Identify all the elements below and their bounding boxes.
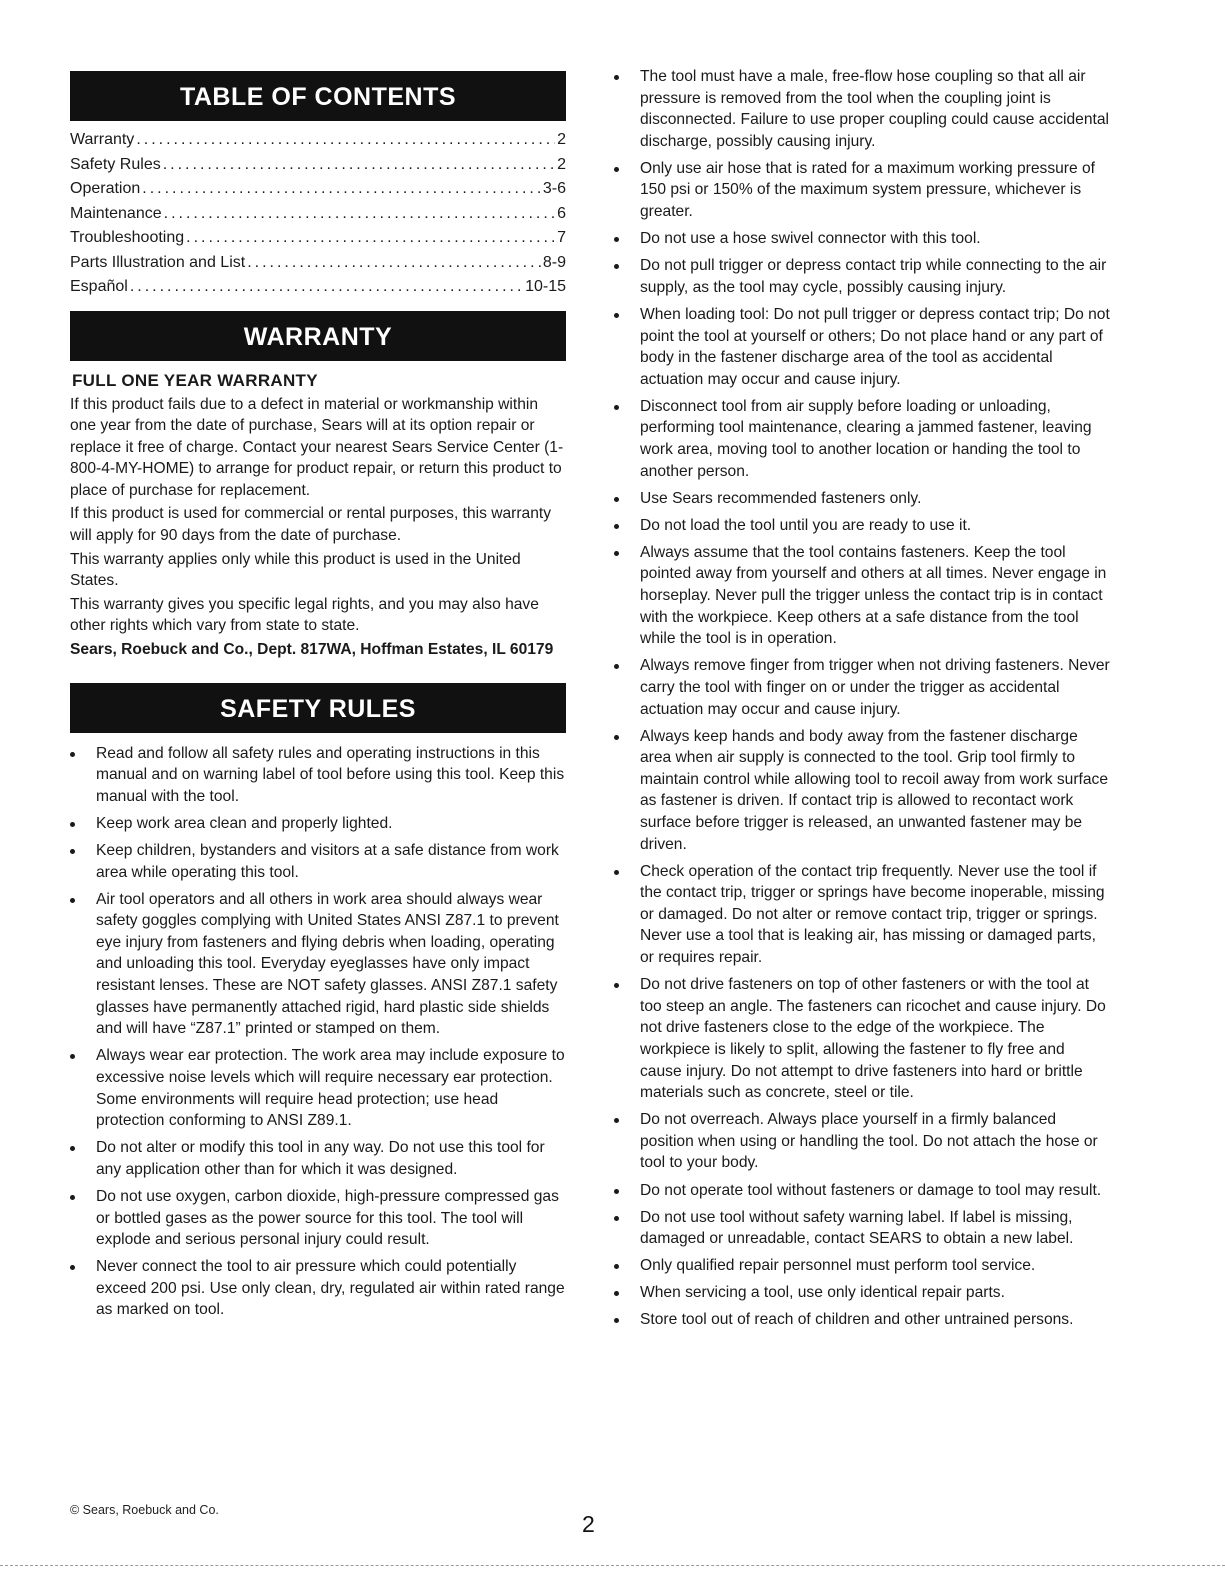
toc-leader (247, 251, 541, 276)
toc-label: Español (70, 278, 128, 295)
bullet-icon (70, 898, 75, 903)
toc-label: Troubleshooting (70, 229, 185, 246)
safety-rule-item (70, 889, 566, 1040)
toc-page: 10-15 (525, 278, 566, 295)
bullet-icon (614, 983, 619, 988)
right-column (614, 66, 1110, 1337)
toc-leader (186, 226, 555, 251)
bullet-icon (614, 1189, 619, 1194)
toc-page: 2 (557, 155, 566, 173)
safety-rule-text: Do not pull trigger or depress contact trip while connecting to the air supply, as the tool may cycle, possibly causing injury. (640, 257, 1107, 296)
safety-rule-text: Keep work area clean and properly lighted. (96, 814, 393, 832)
safety-rule-text: Do not drive fasteners on top of other fasteners or with the tool at too steep an angle. The fasteners can ricochet and cause injury. Do not drive fasteners close to the edge of the workpiece. The workpiece is likely to split, allowing the fastener to fly free and cause injury. Do not attempt to drive fasteners into hard or brittle materials such as concrete, steel or tile. (640, 976, 1106, 1102)
safety-bullets-left (70, 743, 566, 1321)
safety-rule-text: Do not operate tool without fasteners or damage to tool may result. (640, 1181, 1102, 1199)
bullet-icon (614, 1318, 619, 1323)
toc-row (70, 153, 566, 178)
page-number: 2 (582, 1511, 595, 1537)
safety-bullets-right (614, 66, 1110, 1331)
safety-rule-text: Always keep hands and body away from the fastener discharge area when air supply is connected to the tool. Grip tool firmly to maintain control while allowing tool to recoil away from work surface as fastener is driven. If contact trip is allowed to recontact work surface before trigger is released, an unwanted fastener may be driven. (640, 727, 1109, 853)
toc-leader (136, 128, 555, 153)
toc-leader (142, 177, 541, 202)
safety-rule-text: When loading tool: Do not pull trigger or depress contact trip; Do not point the tool at yourself or others; Do not place hand or any part of body in the fastener discharge area of the tool as accidental actuation may occur and cause injury. (640, 305, 1110, 388)
warranty-paragraph: If this product is used for commercial or rental purposes, this warranty will apply for 90 days from the date of purchase. (70, 505, 552, 545)
safety-rule-item (614, 1180, 1110, 1202)
toc-label: Operation (70, 180, 141, 197)
safety-rule-item (614, 1309, 1110, 1331)
warranty-address: Sears, Roebuck and Co., Dept. 817WA, Hoffman Estates, IL 60179 (70, 641, 554, 659)
bullet-icon (614, 664, 619, 669)
left-column (70, 0, 566, 1326)
safety-rule-item (70, 1186, 566, 1251)
bullet-icon (614, 313, 619, 318)
safety-rule-item (614, 974, 1110, 1104)
safety-rule-item (70, 840, 566, 883)
safety-rule-item (614, 488, 1110, 510)
bullet-icon (70, 1054, 75, 1059)
safety-rule-text: Keep children, bystanders and visitors at a safe distance from work area while operating this tool. (96, 842, 559, 881)
safety-rule-text: Store tool out of reach of children and other untrained persons. (640, 1311, 1074, 1329)
bullet-icon (614, 735, 619, 740)
safety-rule-item (70, 743, 566, 808)
bottom-divider (0, 1565, 1225, 1566)
bullet-icon (614, 1264, 619, 1269)
safety-rule-text: Only use air hose that is rated for a maximum working pressure of 150 psi or 150% of the maximum system pressure, whichever is greater. (640, 159, 1096, 221)
toc-label: Parts Illustration and List (70, 253, 246, 271)
toc-row (70, 226, 566, 251)
safety-rule-item (614, 1109, 1110, 1174)
safety-rule-text: Do not overreach. Always place yourself in a firmly balanced position when using or handling the tool. Do not attach the hose or tool to your body. (640, 1111, 1098, 1172)
toc-page: 8-9 (542, 253, 566, 271)
safety-rule-text: Do not alter or modify this tool in any way. Do not use this tool for any application other than for which it was designed. (96, 1139, 545, 1178)
toc-label: Warranty (70, 131, 135, 148)
safety-rule-item (614, 861, 1110, 969)
safety-rule-item (614, 396, 1110, 482)
safety-rule-text: Use Sears recommended fasteners only. (640, 489, 922, 507)
bullet-icon (70, 1265, 75, 1270)
safety-heading: SAFETY RULES (70, 683, 566, 733)
toc-page: 6 (557, 204, 566, 222)
bullet-icon (614, 1291, 619, 1296)
safety-rule-text: Do not use tool without safety warning label. If label is missing, damaged or unreadable, contact SEARS to obtain a new label. (640, 1208, 1074, 1248)
safety-rule-text: The tool must have a male, free-flow hose coupling so that all air pressure is removed from the tool when the coupling joint is disconnected. Failure to use proper coupling could cause accidental discharge, possibly causing injury. (640, 68, 1109, 150)
safety-rule-item (70, 1045, 566, 1131)
bullet-icon (70, 1146, 75, 1151)
safety-rule-item (614, 655, 1110, 720)
safety-rule-text: Check operation of the contact trip frequently. Never use the tool if the contact trip, trigger or springs have become inoperable, missing or damaged. Do not alter or remove contact trip, trigger or springs. Never use a tool that is leaking air, has missing or damaged parts, or requires repair. (640, 862, 1105, 967)
safety-rule-item (614, 542, 1110, 650)
bullet-icon (614, 75, 619, 80)
bullet-icon (614, 264, 619, 269)
safety-rule-item (614, 255, 1110, 298)
safety-rule-text: Always wear ear protection. The work area may include exposure to excessive noise levels which will require necessary ear protection. Some environments will require head protection; use head protection conforming to ANSI Z89.1. (96, 1047, 565, 1130)
safety-rule-text: Never connect the tool to air pressure which could potentially exceed 200 psi. Use only clean, dry, regulated air within rated range as marked on tool. (96, 1258, 565, 1319)
safety-rule-text: When servicing a tool, use only identical repair parts. (640, 1284, 1005, 1302)
safety-rule-item (614, 1207, 1110, 1250)
safety-rule-text: Air tool operators and all others in work area should always wear safety goggles complying with United States ANSI Z87.1 to prevent eye injury from fasteners and flying debris when loading, operating and unloading this tool. Everyday eyeglasses have only impact resistant lenses. These are NOT safety glasses. ANSI Z87.1 safety glasses have permanently attached rigid, hard plastic side shields and will have “Z87.1” printed or stamped on them. (96, 890, 559, 1038)
toc-row (70, 202, 566, 227)
warranty-paragraph: This warranty applies only while this product is used in the United States. (70, 550, 521, 590)
safety-rule-text: Disconnect tool from air supply before loading or unloading, performing tool maintenance, clearing a jammed fastener, leaving work area, moving tool to another location or handing the tool to another person. (640, 397, 1092, 480)
warranty-paragraph: This warranty gives you specific legal rights, and you may also have other rights which vary from state to state. (70, 595, 539, 635)
toc-row (70, 128, 566, 153)
safety-rule-item (614, 515, 1110, 537)
toc-label: Safety Rules (70, 155, 161, 173)
bullet-icon (614, 1216, 619, 1221)
safety-rule-item (70, 1137, 566, 1180)
safety-rule-item (614, 158, 1110, 223)
toc-leader (163, 153, 555, 178)
toc-leader (130, 275, 523, 300)
toc-row (70, 177, 566, 202)
safety-rule-item (614, 66, 1110, 152)
toc-list (70, 128, 566, 300)
safety-rule-text: Read and follow all safety rules and operating instructions in this manual and on warning label of tool before using this tool. Keep this manual with the tool. (96, 744, 565, 805)
bullet-icon (614, 870, 619, 875)
toc-row (70, 251, 566, 276)
safety-rule-item (614, 1282, 1110, 1304)
toc-page: 3-6 (542, 180, 566, 197)
safety-rule-item (614, 726, 1110, 856)
bullet-icon (70, 752, 75, 757)
toc-heading: TABLE OF CONTENTS (70, 71, 566, 121)
toc-leader (164, 202, 555, 227)
safety-rule-text: Do not use a hose swivel connector with this tool. (640, 230, 981, 248)
warranty-heading: WARRANTY (70, 311, 566, 361)
bullet-icon (614, 497, 619, 502)
toc-page: 2 (557, 131, 566, 148)
bullet-icon (70, 849, 75, 854)
bullet-icon (614, 524, 619, 529)
safety-rule-item (614, 1255, 1110, 1277)
safety-rule-text: Do not use oxygen, carbon dioxide, high-pressure compressed gas or bottled gases as the power source for this tool. The tool will explode and serious personal injury could result. (96, 1187, 559, 1249)
safety-rule-item (614, 228, 1110, 250)
bullet-icon (70, 1195, 75, 1200)
bullet-icon (70, 822, 75, 827)
safety-rule-item (70, 1256, 566, 1321)
safety-rule-text: Only qualified repair personnel must perform tool service. (640, 1257, 1036, 1275)
copyright-notice: © Sears, Roebuck and Co. (70, 1503, 219, 1517)
safety-rule-text: Always remove finger from trigger when not driving fasteners. Never carry the tool with finger on or under the trigger as accidental actuation may occur and cause injury. (640, 657, 1110, 718)
warranty-paragraph: If this product fails due to a defect in material or workmanship within one year from the date of purchase, Sears will at its option repair or replace it free of charge. Contact your nearest Sears Service Center (1-800-4-MY-HOME) to arrange for product repair, or return this product to place of purchase for replacement. (70, 395, 564, 499)
bullet-icon (614, 405, 619, 410)
toc-label: Maintenance (70, 204, 162, 222)
bullet-icon (614, 551, 619, 556)
safety-rule-text: Do not load the tool until you are ready to use it. (640, 516, 972, 534)
bullet-icon (614, 237, 619, 242)
safety-rule-item (70, 813, 566, 835)
safety-rule-item (614, 304, 1110, 390)
warranty-subheading: FULL ONE YEAR WARRANTY (72, 370, 318, 390)
toc-page: 7 (557, 229, 566, 246)
bullet-icon (614, 1118, 619, 1123)
bullet-icon (614, 167, 619, 172)
toc-row (70, 275, 566, 300)
safety-rule-text: Always assume that the tool contains fasteners. Keep the tool pointed away from yourself and others at all times. Never engage in horseplay. Never pull the trigger unless the contact trip is in contact with the workpiece. Keep others at a safe distance from the tool while the tool is in operation. (640, 543, 1107, 648)
